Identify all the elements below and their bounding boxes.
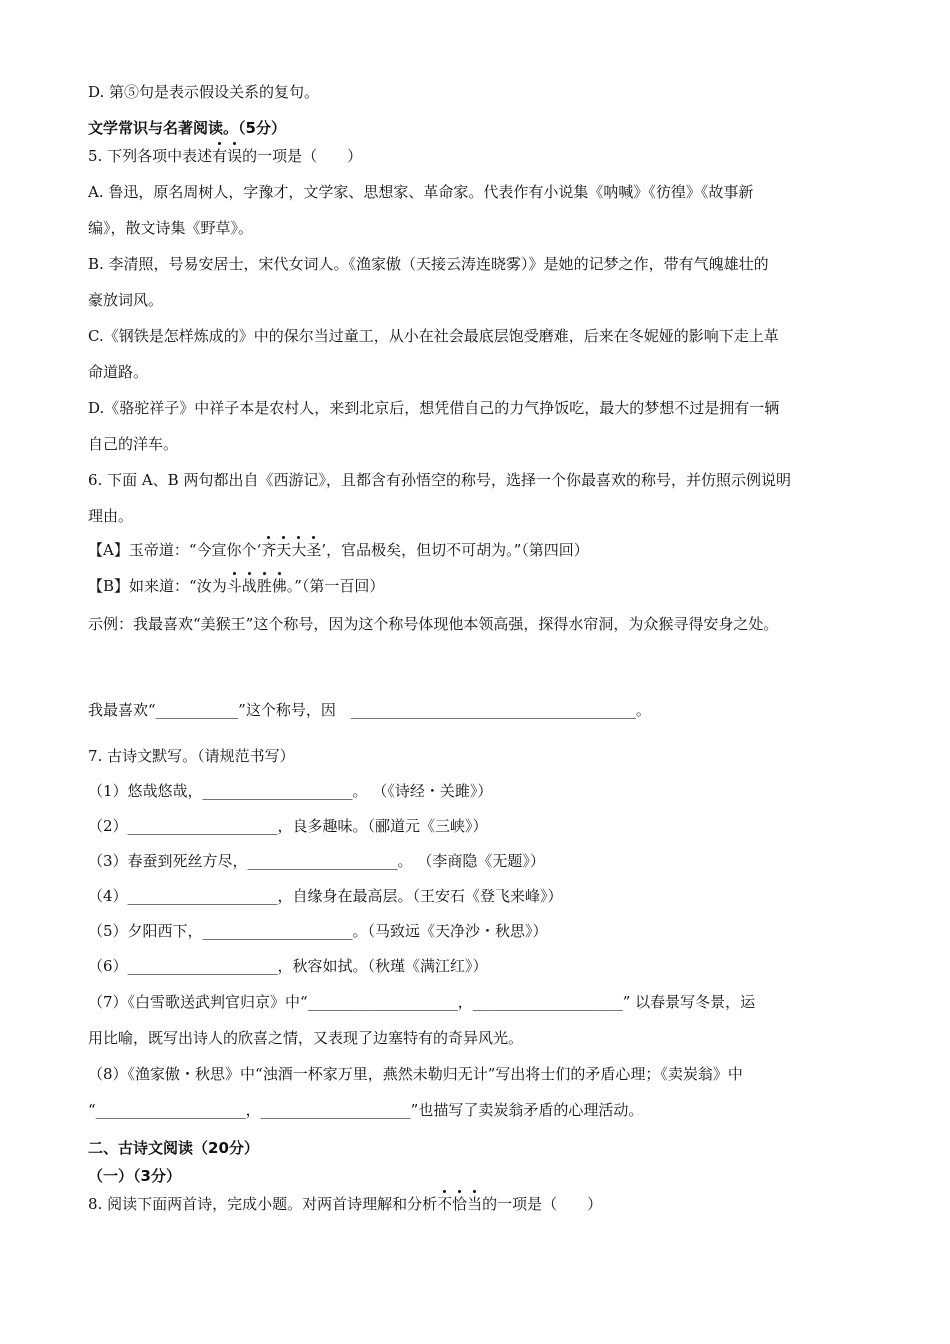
subsection-1-heading: （一）（3分） [88, 1167, 181, 1185]
answer-fill-line: 我最喜欢“___________”这个称号，因 ______________________________________。 [88, 701, 651, 719]
q5-text-pre: 5. 下列各项中表述 [88, 147, 213, 165]
emphasis-char: 圣 [306, 541, 322, 559]
emphasis-char: 误 [227, 147, 243, 165]
poem-blank-7-line1: （7）《白雪歌送武判官归京》中“____________________，____________________” 以春景写冬景，运 [88, 993, 756, 1011]
question-6-line1: 6. 下面 A、B 两句都出自《西游记》，且都含有孙悟空的称号，选择一个你最喜欢的称号，并仿照示例说明 [88, 471, 791, 489]
emphasis-char: 胜 [256, 577, 272, 595]
quote-a-post: ’，官品极矣，但切不可胡为。”（第四回） [321, 541, 589, 559]
emphasis-char: 齐 [261, 541, 277, 559]
poem-blank-6: （6）____________________，秋容如拭。（秋瑾《满江红》） [88, 957, 488, 975]
emphasis-char: 当 [467, 1195, 483, 1213]
emphasis-char: 天 [276, 541, 292, 559]
q5-option-d-line1: D.《骆驼祥子》中祥子本是农村人，来到北京后，想凭借自己的力气挣饭吃，最大的梦想不过是拥有一辆 [88, 399, 780, 417]
poem-blank-8-line1: （8）《渔家傲・秋思》中“浊酒一杯家万里，燕然未勒归无计”写出将士们的矛盾心理；《卖炭翁》中 [88, 1065, 743, 1083]
poem-blank-3: （3）春蚕到死丝方尽，____________________。 （李商隐《无题》） [88, 852, 545, 870]
emphasis-char: 有 [212, 147, 228, 165]
q8-text-pre: 8. 阅读下面两首诗，完成小题。对两首诗理解和分析 [88, 1195, 438, 1213]
q5-option-b-line2: 豪放词风。 [88, 291, 164, 309]
example-text: 示例：我最喜欢“美猴王”这个称号，因为这个称号体现他本领高强，探得水帘洞，为众猴寻得安身之处。 [88, 615, 779, 633]
emphasis-char: 不 [437, 1195, 453, 1213]
quote-a-pre: 【A】玉帝道：“今宣你个‘ [88, 541, 262, 559]
emphasis-char: 佛 [271, 577, 287, 595]
poem-blank-4: （4）____________________，自缘身在最高层。（王安石《登飞来峰》） [88, 887, 563, 905]
quote-b [88, 576, 384, 596]
q5-option-c-line2: 命道路。 [88, 363, 149, 381]
question-8 [88, 1194, 602, 1214]
emphasis-char: 战 [241, 577, 257, 595]
poem-blank-5: （5）夕阳西下，____________________。（马致远《天净沙・秋思》） [88, 922, 548, 940]
option-d-line: D. 第⑤句是表示假设关系的复句。 [88, 83, 320, 101]
poem-blank-2: （2）____________________，良多趣味。（郦道元《三峡》） [88, 817, 488, 835]
q5-option-a-line1: A. 鲁迅，原名周树人，字豫才，文学家、思想家、革命家。代表作有小说集《呐喊》《彷徨》《故事新 [88, 183, 754, 201]
q5-option-a-line2: 编》，散文诗集《野草》。 [88, 219, 254, 237]
question-7: 7. 古诗文默写。（请规范书写） [88, 747, 295, 765]
q5-option-d-line2: 自己的洋车。 [88, 435, 179, 453]
quote-b-post: 。”（第一百回） [286, 577, 385, 595]
quote-b-pre: 【B】如来道：“汝为 [88, 577, 227, 595]
quote-a [88, 540, 589, 560]
section-2-heading: 二、古诗文阅读（20分） [88, 1139, 259, 1157]
question-5 [88, 146, 362, 166]
poem-blank-1: （1）悠哉悠哉，____________________。 （《诗经・关雎》） [88, 782, 493, 800]
poem-blank-8-line2: “____________________，____________________”也描写了卖炭翁矛盾的心理活动。 [88, 1101, 644, 1119]
emphasis-char: 斗 [226, 577, 242, 595]
poem-blank-7-line2: 用比喻，既写出诗人的欣喜之情，又表现了边塞特有的奇异风光。 [88, 1029, 524, 1047]
q5-option-c-line1: C.《钢铁是怎样炼成的》中的保尔当过童工，从小在社会最底层饱受磨难，后来在冬妮娅的影响下走上革 [88, 327, 779, 345]
emphasis-char: 大 [291, 541, 307, 559]
emphasis-char: 恰 [452, 1195, 468, 1213]
section-heading-literature: 文学常识与名著阅读。（5分） [88, 119, 286, 137]
question-6-line2: 理由。 [88, 507, 134, 525]
q8-text-post: 的一项是（ ） [482, 1195, 603, 1213]
q5-text-post: 的一项是（ ） [242, 147, 363, 165]
q5-option-b-line1: B. 李清照，号易安居士，宋代女词人。《渔家傲（天接云涛连晓雾）》是她的记梦之作，带有气魄雄壮的 [88, 255, 769, 273]
